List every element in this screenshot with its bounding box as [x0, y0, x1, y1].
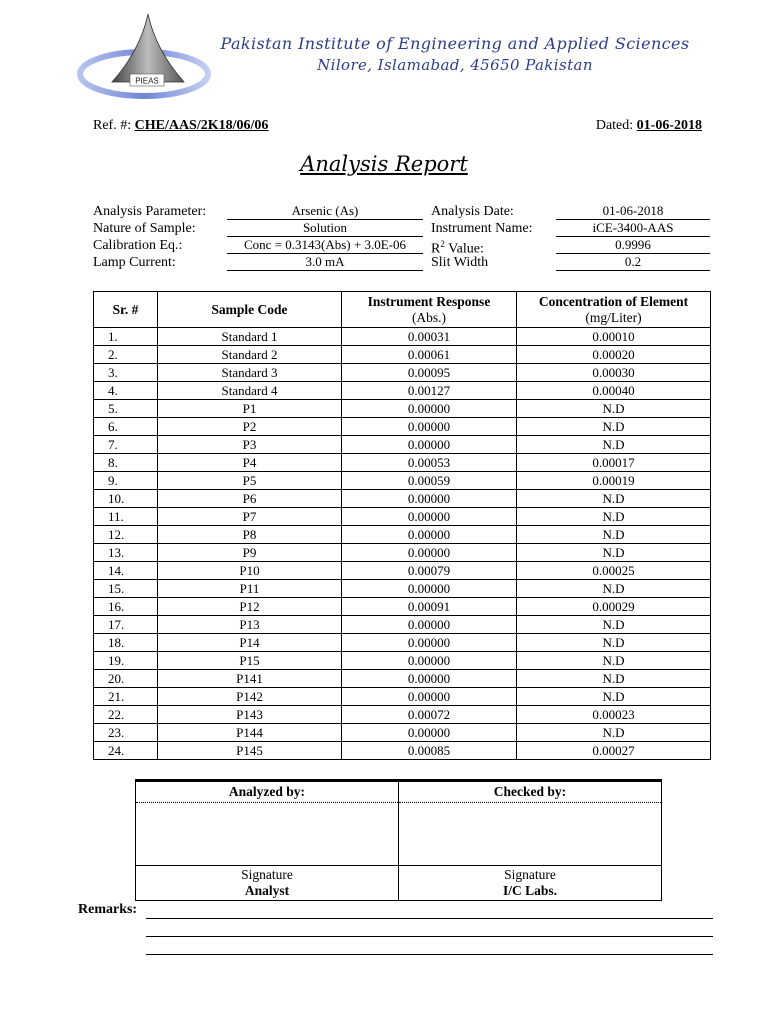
report-title: Analysis Report	[300, 152, 468, 176]
institute-name: Pakistan Institute of Engineering and Applied Sciences	[220, 34, 690, 53]
cell-sample-code: P143	[158, 706, 342, 724]
cell-sample-code: P4	[158, 454, 342, 472]
table-header-row	[94, 292, 711, 328]
table-row	[94, 616, 711, 634]
cell-instrument-response: 0.00000	[342, 490, 517, 508]
institute-address: Nilore, Islamabad, 45650 Pakistan	[317, 56, 593, 74]
checker-role: I/C Labs.	[502, 883, 558, 898]
cell-instrument-response: 0.00000	[342, 688, 517, 706]
cell-instrument-response: 0.00091	[342, 598, 517, 616]
cell-sr-no: 17.	[94, 616, 158, 634]
cell-sr-no: 9.	[94, 472, 158, 490]
cell-concentration: N.D	[517, 670, 711, 688]
cell-concentration: N.D	[517, 616, 711, 634]
meta-label: Calibration Eq.:	[93, 238, 183, 253]
logo-text: PIEAS	[135, 76, 159, 86]
cell-sr-no: 14.	[94, 562, 158, 580]
cell-sample-code: P142	[158, 688, 342, 706]
dated-label: Dated:	[595, 118, 634, 133]
table-row	[94, 472, 711, 490]
remarks-line[interactable]	[146, 918, 713, 919]
cell-concentration: N.D	[517, 526, 711, 544]
cell-concentration: 0.00010	[517, 328, 711, 346]
table-row	[94, 598, 711, 616]
cell-sr-no: 24.	[94, 742, 158, 760]
cell-sr-no: 18.	[94, 634, 158, 652]
cell-sr-no: 8.	[94, 454, 158, 472]
meta-value: Solution	[227, 220, 423, 237]
pieas-logo	[76, 12, 212, 100]
cell-sr-no: 1.	[94, 328, 158, 346]
results-table	[93, 291, 711, 760]
remarks-label: Remarks:	[78, 902, 138, 917]
table-row	[94, 454, 711, 472]
cell-sample-code: P15	[158, 652, 342, 670]
meta-label: Nature of Sample:	[93, 221, 196, 236]
header-sample-code: Sample Code	[158, 292, 342, 328]
cell-instrument-response: 0.00000	[342, 634, 517, 652]
meta-value: iCE-3400-AAS	[556, 220, 710, 237]
header-resp-title: Instrument Response	[367, 293, 491, 309]
cell-sample-code: P12	[158, 598, 342, 616]
cell-sample-code: P141	[158, 670, 342, 688]
header-sr: Sr. #	[94, 292, 158, 328]
ref-value: CHE/AAS/2K18/06/06	[134, 118, 269, 133]
cell-instrument-response: 0.00072	[342, 706, 517, 724]
cell-sr-no: 23.	[94, 724, 158, 742]
cell-instrument-response: 0.00000	[342, 418, 517, 436]
meta-value: 0.9996	[556, 237, 710, 254]
header-resp-unit: (Abs.)	[411, 309, 447, 325]
table-row	[94, 382, 711, 400]
checked-by-label: Checked by:	[399, 781, 662, 803]
cell-concentration: N.D	[517, 688, 711, 706]
cell-instrument-response: 0.00000	[342, 652, 517, 670]
cell-instrument-response: 0.00000	[342, 616, 517, 634]
cell-sample-code: Standard 2	[158, 346, 342, 364]
cell-sample-code: Standard 1	[158, 328, 342, 346]
table-row	[94, 652, 711, 670]
cell-concentration: N.D	[517, 508, 711, 526]
r2-prefix: R	[431, 241, 441, 257]
cell-sr-no: 4.	[94, 382, 158, 400]
cell-concentration: 0.00023	[517, 706, 711, 724]
table-row	[94, 580, 711, 598]
checker-sig-label: Signature	[504, 867, 556, 882]
cell-instrument-response: 0.00000	[342, 544, 517, 562]
cell-sample-code: P10	[158, 562, 342, 580]
ref-label: Ref. #:	[93, 118, 132, 133]
dated-value: 01-06-2018	[636, 118, 702, 133]
cell-concentration: N.D	[517, 724, 711, 742]
analyst-role: Analyst	[244, 883, 290, 898]
analyst-signature-box[interactable]	[136, 803, 399, 866]
cell-instrument-response: 0.00000	[342, 724, 517, 742]
header-instrument-response	[342, 292, 517, 328]
cell-concentration: N.D	[517, 418, 711, 436]
header-conc-unit: (mg/Liter)	[585, 309, 642, 325]
meta-value: Arsenic (As)	[227, 203, 423, 220]
report-date	[596, 118, 702, 134]
cell-concentration: 0.00017	[517, 454, 711, 472]
meta-value: 3.0 mA	[227, 254, 423, 271]
cell-instrument-response: 0.00000	[342, 526, 517, 544]
cell-instrument-response: 0.00000	[342, 436, 517, 454]
cell-sample-code: P6	[158, 490, 342, 508]
cell-concentration: N.D	[517, 400, 711, 418]
meta-value: Conc = 0.3143(Abs) + 3.0E-06	[227, 237, 423, 254]
cell-sr-no: 12.	[94, 526, 158, 544]
table-row	[94, 364, 711, 382]
cell-sr-no: 13.	[94, 544, 158, 562]
table-row	[94, 724, 711, 742]
cell-sample-code: P8	[158, 526, 342, 544]
header-conc-title: Concentration of Element	[538, 293, 689, 309]
cell-sample-code: P13	[158, 616, 342, 634]
cell-sr-no: 2.	[94, 346, 158, 364]
cell-sample-code: P9	[158, 544, 342, 562]
cell-concentration: 0.00029	[517, 598, 711, 616]
table-row	[94, 418, 711, 436]
r2-sup: 2	[440, 239, 445, 249]
table-row	[94, 526, 711, 544]
cell-instrument-response: 0.00000	[342, 670, 517, 688]
cell-sample-code: P5	[158, 472, 342, 490]
cell-sr-no: 6.	[94, 418, 158, 436]
meta-label: Analysis Date:	[431, 204, 514, 219]
cell-sr-no: 3.	[94, 364, 158, 382]
cell-sr-no: 11.	[94, 508, 158, 526]
cell-concentration: 0.00020	[517, 346, 711, 364]
analyst-sig-label: Signature	[241, 867, 293, 882]
table-row	[94, 328, 711, 346]
analyst-signature-caption	[136, 866, 399, 901]
cell-instrument-response: 0.00031	[342, 328, 517, 346]
remarks-line[interactable]	[146, 936, 713, 937]
checker-signature-box[interactable]	[399, 803, 662, 866]
table-row	[94, 508, 711, 526]
remarks-line[interactable]	[146, 954, 713, 955]
cell-sample-code: Standard 4	[158, 382, 342, 400]
cell-concentration: N.D	[517, 544, 711, 562]
cell-sr-no: 7.	[94, 436, 158, 454]
cell-concentration: 0.00027	[517, 742, 711, 760]
cell-instrument-response: 0.00127	[342, 382, 517, 400]
cell-instrument-response: 0.00000	[342, 508, 517, 526]
cell-sr-no: 20.	[94, 670, 158, 688]
cell-concentration: N.D	[517, 652, 711, 670]
meta-label: Lamp Current:	[93, 255, 176, 270]
cell-instrument-response: 0.00061	[342, 346, 517, 364]
cell-instrument-response: 0.00053	[342, 454, 517, 472]
cell-sample-code: P1	[158, 400, 342, 418]
cell-sr-no: 21.	[94, 688, 158, 706]
cell-sample-code: Standard 3	[158, 364, 342, 382]
cell-instrument-response: 0.00079	[342, 562, 517, 580]
meta-value: 01-06-2018	[556, 203, 710, 220]
table-row	[94, 634, 711, 652]
table-row	[94, 688, 711, 706]
cell-sr-no: 10.	[94, 490, 158, 508]
cell-concentration: 0.00019	[517, 472, 711, 490]
meta-label: Instrument Name:	[431, 221, 533, 236]
cell-concentration: 0.00030	[517, 364, 711, 382]
cell-sample-code: P3	[158, 436, 342, 454]
meta-label: Analysis Parameter:	[93, 204, 207, 219]
table-row	[94, 544, 711, 562]
cell-instrument-response: 0.00000	[342, 400, 517, 418]
cell-sample-code: P144	[158, 724, 342, 742]
cell-sample-code: P2	[158, 418, 342, 436]
meta-value: 0.2	[556, 254, 710, 271]
cell-sample-code: P145	[158, 742, 342, 760]
cell-sr-no: 15.	[94, 580, 158, 598]
cell-concentration: N.D	[517, 490, 711, 508]
table-row	[94, 346, 711, 364]
meta-label: Slit Width	[431, 255, 489, 270]
cell-sr-no: 19.	[94, 652, 158, 670]
cell-instrument-response: 0.00000	[342, 580, 517, 598]
signature-table	[135, 779, 662, 901]
cell-sr-no: 22.	[94, 706, 158, 724]
table-row	[94, 670, 711, 688]
cell-instrument-response: 0.00095	[342, 364, 517, 382]
r2-rest: Value:	[444, 241, 484, 257]
checker-signature-caption	[399, 866, 662, 901]
table-row	[94, 706, 711, 724]
header-concentration	[517, 292, 711, 328]
cell-concentration: N.D	[517, 436, 711, 454]
table-row	[94, 562, 711, 580]
cell-instrument-response: 0.00085	[342, 742, 517, 760]
cell-concentration: 0.00040	[517, 382, 711, 400]
cell-sr-no: 5.	[94, 400, 158, 418]
cell-concentration: N.D	[517, 580, 711, 598]
cell-concentration: N.D	[517, 634, 711, 652]
table-row	[94, 400, 711, 418]
cell-sample-code: P7	[158, 508, 342, 526]
table-row	[94, 742, 711, 760]
reference-number	[93, 118, 268, 134]
cell-concentration: 0.00025	[517, 562, 711, 580]
cell-sample-code: P11	[158, 580, 342, 598]
analyzed-by-label: Analyzed by:	[136, 781, 399, 803]
table-row	[94, 490, 711, 508]
cell-sample-code: P14	[158, 634, 342, 652]
cell-sr-no: 16.	[94, 598, 158, 616]
table-row	[94, 436, 711, 454]
cell-instrument-response: 0.00059	[342, 472, 517, 490]
